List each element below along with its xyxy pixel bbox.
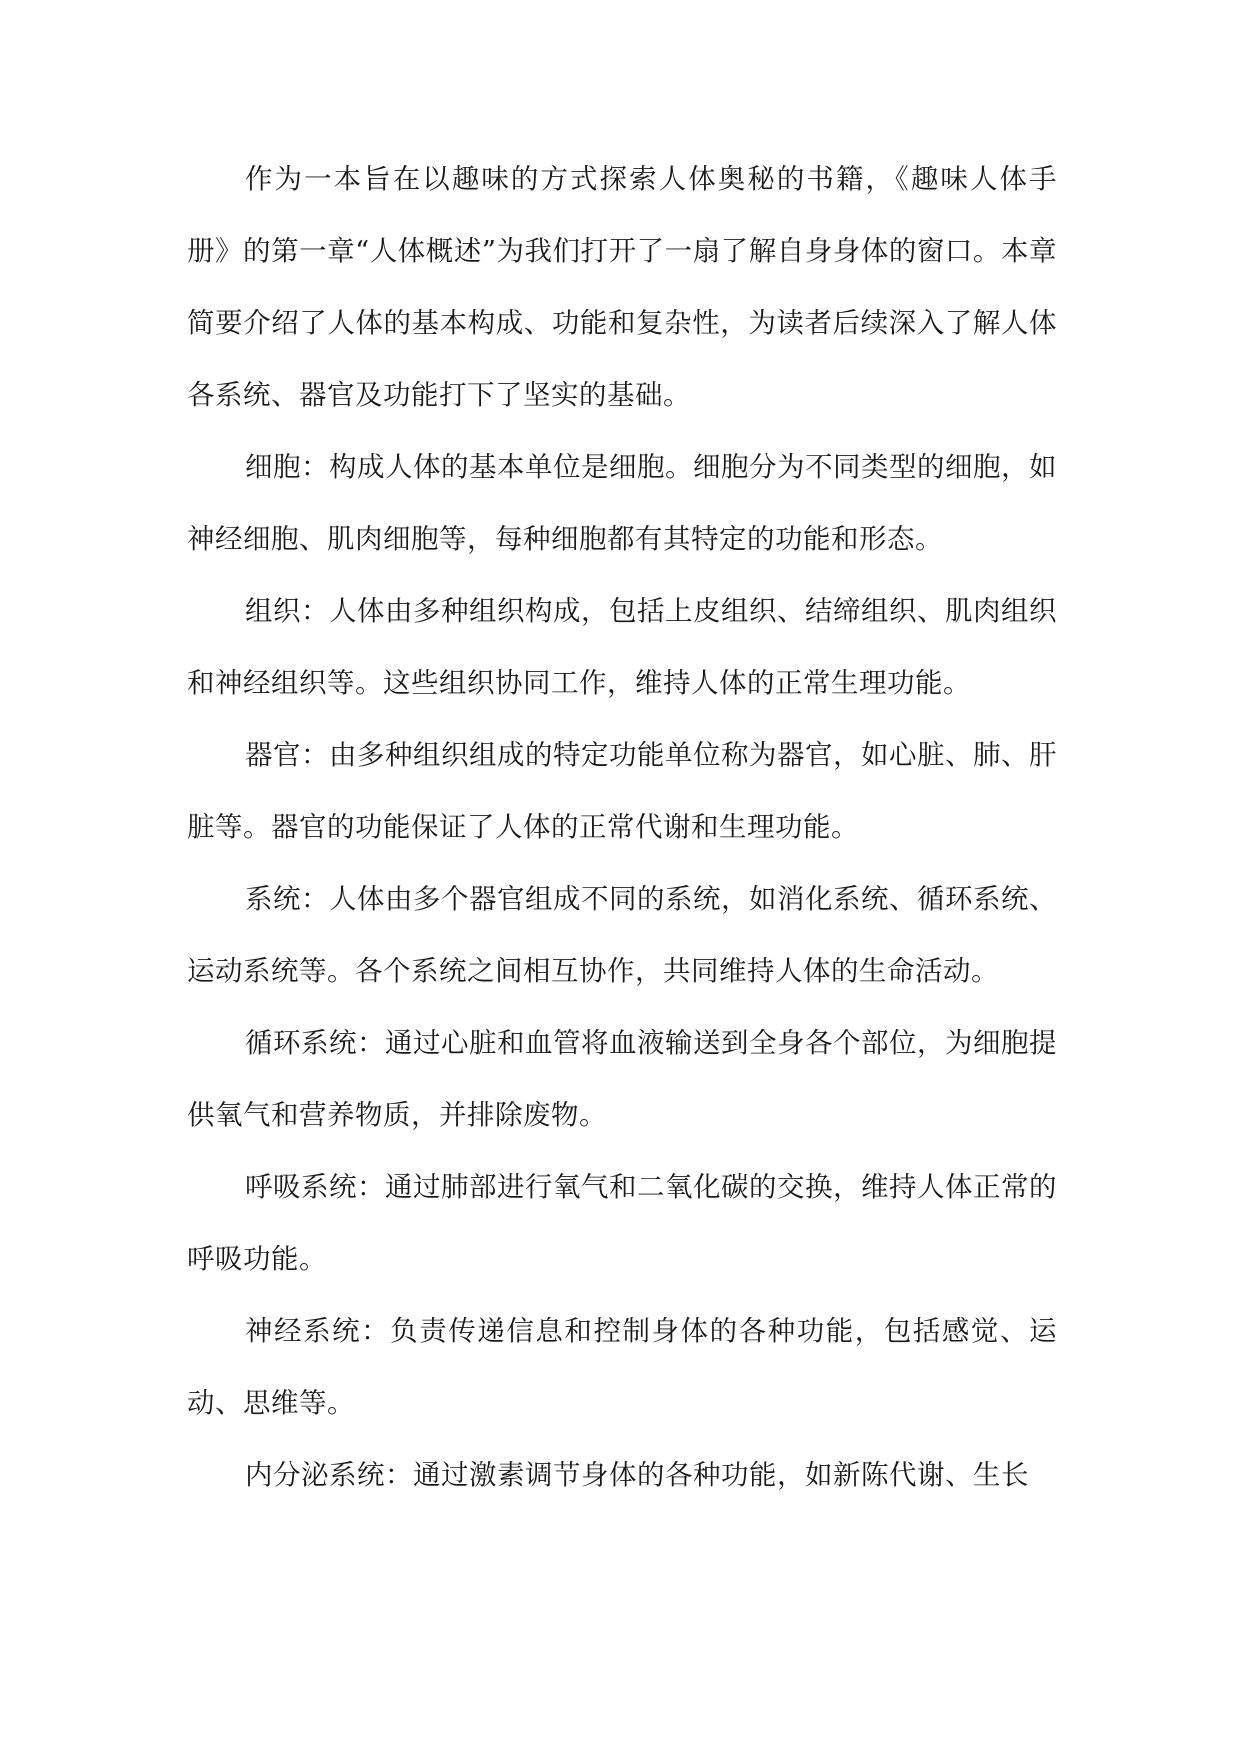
paragraph-nervous-system: 神经系统：负责传递信息和控制身体的各种功能，包括感觉、运动、思维等。	[187, 1315, 1057, 1419]
paragraph-tissues: 组织：人体由多种组织构成，包括上皮组织、结缔组织、肌肉组织和神经组织等。这些组织协同工作，维持人体的正常生理功能。	[187, 595, 1057, 699]
paragraph-organs: 器官：由多种组织组成的特定功能单位称为器官，如心脏、肺、肝脏等。器官的功能保证了人体的正常代谢和生理功能。	[187, 739, 1057, 843]
paragraph-systems: 系统：人体由多个器官组成不同的系统，如消化系统、循环系统、运动系统等。各个系统之间相互协作，共同维持人体的生命活动。	[187, 883, 1057, 987]
paragraph-intro: 作为一本旨在以趣味的方式探索人体奥秘的书籍，《趣味人体手册》的第一章“人体概述”为我们打开了一扇了解自身身体的窗口。本章简要介绍了人体的基本构成、功能和复杂性，为读者后续深入了解人体各系统、器官及功能打下了坚实的基础。	[187, 163, 1057, 411]
paragraph-circulatory-system: 循环系统：通过心脏和血管将血液输送到全身各个部位，为细胞提供氧气和营养物质，并排除废物。	[187, 1027, 1057, 1131]
paragraph-cells: 细胞：构成人体的基本单位是细胞。细胞分为不同类型的细胞，如神经细胞、肌肉细胞等，每种细胞都有其特定的功能和形态。	[187, 451, 1057, 555]
paragraph-respiratory-system: 呼吸系统：通过肺部进行氧气和二氧化碳的交换，维持人体正常的呼吸功能。	[187, 1171, 1057, 1275]
document-body	[187, 143, 1057, 1511]
paragraph-endocrine-system: 内分泌系统：通过激素调节身体的各种功能，如新陈代谢、生长	[245, 1459, 1029, 1491]
